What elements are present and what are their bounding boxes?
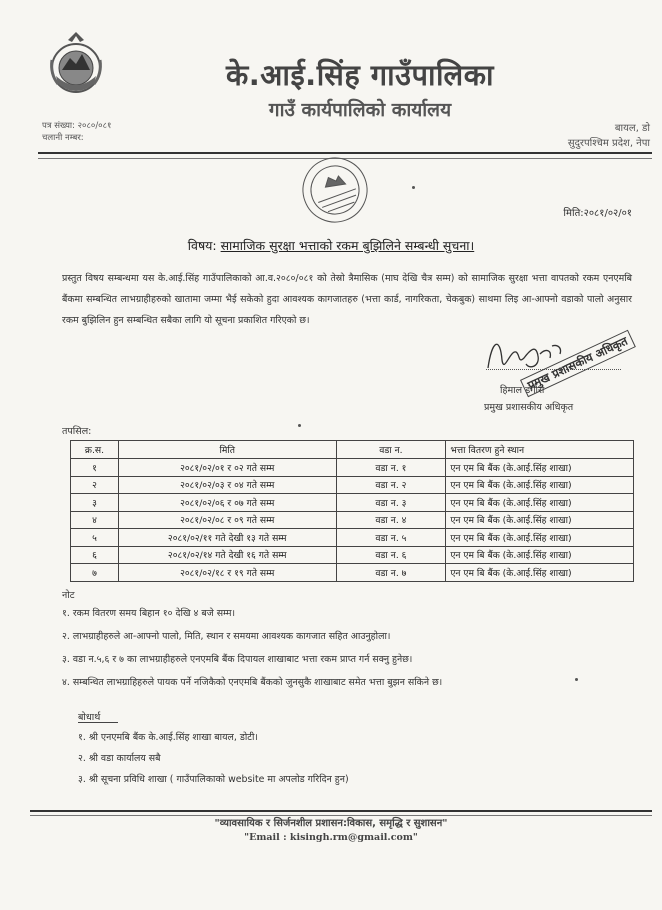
scan-speck bbox=[575, 678, 578, 681]
table-row bbox=[71, 494, 634, 512]
note-item: ४. सम्बन्धित लाभग्राहिहरुले पायक पर्ने नजिकैको एनएमबि बैंकको जुनसुकै शाखाबाट समेत भत्ता बुझन सकिने छ। bbox=[62, 677, 443, 688]
scan-speck bbox=[412, 186, 415, 189]
nepal-emblem-logo bbox=[48, 30, 104, 100]
cell-ward: वडा न. ५ bbox=[336, 529, 446, 547]
subject-line bbox=[0, 237, 662, 254]
cell-sn: ६ bbox=[71, 546, 119, 564]
cell-ward: वडा न. ३ bbox=[336, 494, 446, 512]
cell-location: एन एम बि बैंक (के.आई.सिंह शाखा) bbox=[446, 459, 634, 477]
cell-sn: १ bbox=[71, 459, 119, 477]
subject-label: विषय: bbox=[187, 238, 217, 253]
table-row bbox=[71, 476, 634, 494]
cell-sn: ७ bbox=[71, 564, 119, 582]
note-item: १. रकम वितरण समय बिहान १० देखि ४ बजे सम्म। bbox=[62, 608, 235, 619]
signatory-designation: प्रमुख प्रशासकीय अधिकृत bbox=[484, 402, 574, 413]
designation-stamp: प्रमुख प्रशासकीय अधिकृत bbox=[520, 330, 636, 397]
signatory-name: हिमाल डंगौरा bbox=[500, 385, 545, 396]
cell-date: २०८१/०२/०८ र ०९ गते सम्म bbox=[118, 511, 336, 529]
office-stamp-seal bbox=[295, 150, 375, 230]
notes-heading: नोट bbox=[62, 590, 75, 601]
cell-date: २०८१/०२/११ गते देखी १३ गते सम्म bbox=[118, 529, 336, 547]
cell-sn: ५ bbox=[71, 529, 119, 547]
cell-location: एन एम बि बैंक (के.आई.सिंह शाखा) bbox=[446, 494, 634, 512]
cell-ward: वडा न. १ bbox=[336, 459, 446, 477]
cell-date: २०८१/०२/०१ र ०२ गते सम्म bbox=[118, 459, 336, 477]
table-header-row bbox=[71, 441, 634, 459]
note-item: २. लाभग्राहीहरुले आ-आफ्नो पालो, मिति, स्थान र समयमा आवश्यक कागजात सहित आउनुहोला। bbox=[62, 631, 391, 642]
subject-text: सामाजिक सुरक्षा भत्ताको रकम बुझिलिने सम्बन्धी सुचना। bbox=[220, 238, 475, 253]
table-row bbox=[71, 511, 634, 529]
cell-location: एन एम बि बैंक (के.आई.सिंह शाखा) bbox=[446, 476, 634, 494]
office-subtitle: गाउँ कार्यपालिको कार्यालय bbox=[268, 99, 452, 121]
cell-location: एन एम बि बैंक (के.आई.सिंह शाखा) bbox=[446, 564, 634, 582]
cell-date: २०८१/०२/०३ र ०४ गते सम्म bbox=[118, 476, 336, 494]
cell-date: २०८१/०२/१८ र १९ गते सम्म bbox=[118, 564, 336, 582]
cc-heading-underline bbox=[78, 722, 118, 723]
col-header-ward: वडा न. bbox=[336, 441, 446, 459]
table-row bbox=[71, 529, 634, 547]
footer-slogan: "व्यावसायिक र सिर्जनशील प्रशासन:विकास, समृद्धि र सुशासन" bbox=[214, 818, 448, 829]
letter-date: मिति:२०८१/०२/०१ bbox=[563, 208, 632, 219]
cc-heading: बोधार्थ bbox=[78, 712, 101, 723]
col-header-date: मिति bbox=[118, 441, 336, 459]
address-line-2: सुदुरपश्चिम प्रदेश, नेपा bbox=[567, 138, 650, 149]
table-row bbox=[71, 564, 634, 582]
cell-location: एन एम बि बैंक (के.आई.सिंह शाखा) bbox=[446, 529, 634, 547]
cell-ward: वडा न. २ bbox=[336, 476, 446, 494]
footer-email: "Email : kisingh.rm@gmail.com" bbox=[244, 832, 418, 843]
col-header-sn: क्र.स. bbox=[71, 441, 119, 459]
cc-item: ३. श्री सूचना प्रविधि शाखा ( गाउँपालिकाको website मा अपलोड गरिदिन हुन) bbox=[78, 774, 349, 785]
cell-date: २०८१/०२/१४ गते देखी १६ गते सम्म bbox=[118, 546, 336, 564]
cc-item: २. श्री वडा कार्यालय सबै bbox=[78, 753, 161, 764]
cell-ward: वडा न. ४ bbox=[336, 511, 446, 529]
scan-speck bbox=[298, 424, 301, 427]
cell-date: २०८१/०२/०६ र ०७ गते सम्म bbox=[118, 494, 336, 512]
dispatch-number: चलानी नम्बर: bbox=[42, 133, 84, 143]
table-row bbox=[71, 459, 634, 477]
address-line-1: बायल, डो bbox=[614, 123, 650, 134]
cell-ward: वडा न. ६ bbox=[336, 546, 446, 564]
distribution-schedule-table bbox=[70, 440, 634, 582]
cell-sn: २ bbox=[71, 476, 119, 494]
cc-item: १. श्री एनएमबि बैंक के.आई.सिंह शाखा बायल, डोटी। bbox=[78, 732, 258, 743]
municipality-title: के.आई.सिंह गाउँपालिका bbox=[226, 58, 494, 92]
cell-ward: वडा न. ७ bbox=[336, 564, 446, 582]
schedule-caption: तपसिल: bbox=[62, 426, 92, 437]
cell-sn: ३ bbox=[71, 494, 119, 512]
notice-body: प्रस्तुत विषय सम्बन्धमा यस के.आई.सिंह गाउँपालिकाको आ.व.२०८०/०८१ को तेस्रो त्रैमासिक (माघ देखि चैत्र सम्म) को सामाजिक सुरक्षा भत्ता वापतको रकम एनएमबि बैंकमा सम्बन्धित लाभग्राहीहरुको खातामा जम्मा भैई सकेको हुदा आवश्यक कागजातहरु (भत्ता कार्ड, नागरिकता, चेकबुक) साथमा लिइ आ-आफ्नो वडाको पालो अनुसार रकम बुझिलिन हुन सम्बन्धित सबैका लागि यो सूचना प्रकाशित गरिएको छ। bbox=[62, 273, 632, 326]
col-header-location: भत्ता वितरण हुने स्थान bbox=[446, 441, 634, 459]
note-item: ३. वडा न.५,६ र ७ का लाभग्राहीहरुले एनएमबि बैंक दिपायल शाखाबाट भत्ता रकम प्राप्त गर्न सक्नु हुनेछ। bbox=[62, 654, 413, 665]
reference-number: पत्र संख्या: २०८०/०८१ bbox=[42, 121, 112, 131]
cell-sn: ४ bbox=[71, 511, 119, 529]
table-row bbox=[71, 546, 634, 564]
cell-location: एन एम बि बैंक (के.आई.सिंह शाखा) bbox=[446, 511, 634, 529]
cell-location: एन एम बि बैंक (के.आई.सिंह शाखा) bbox=[446, 546, 634, 564]
